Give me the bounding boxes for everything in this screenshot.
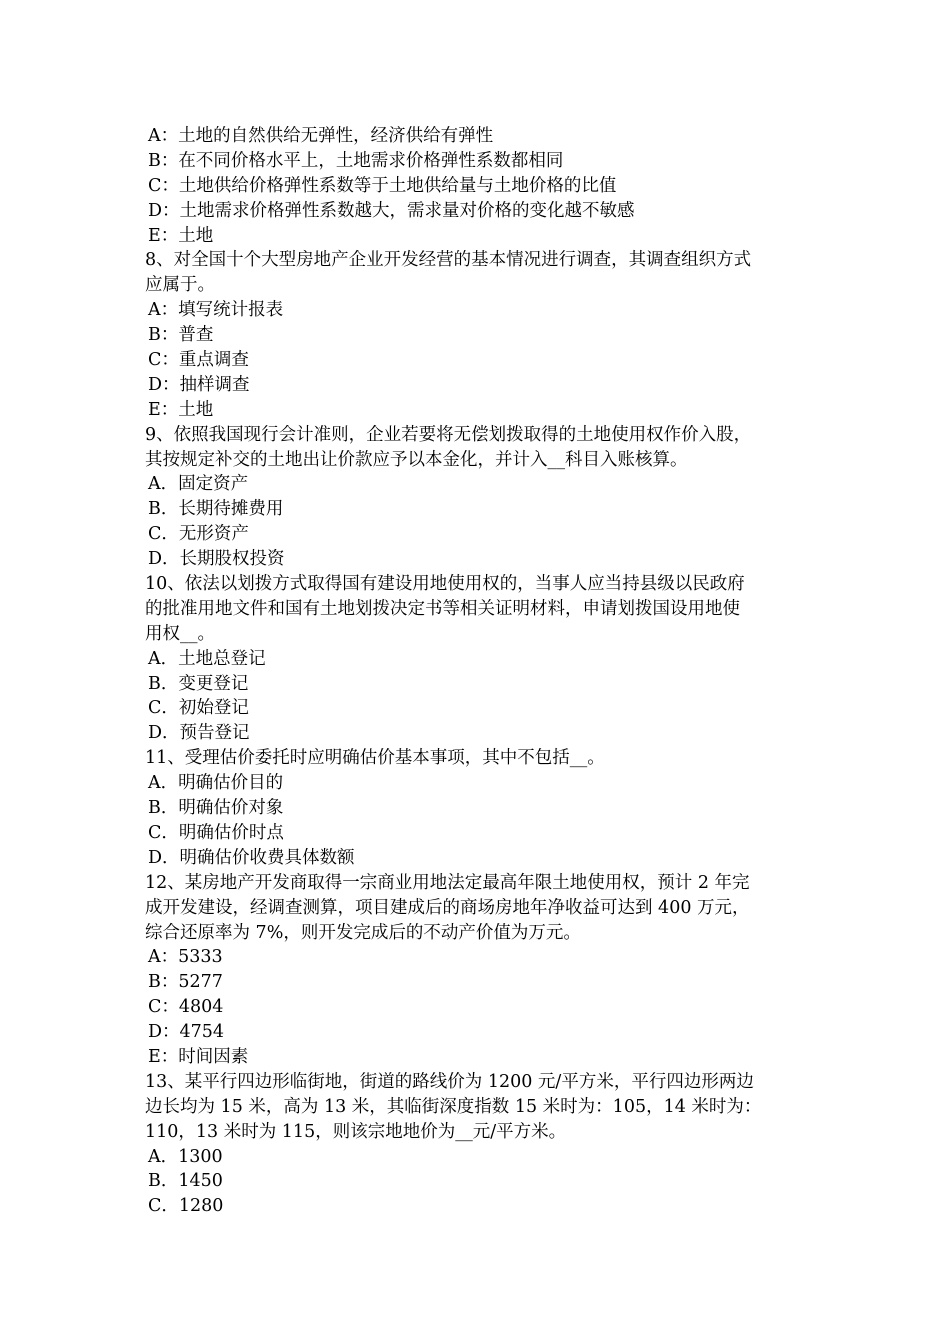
answer-option: A．1300 bbox=[148, 1146, 223, 1167]
question-text: 110，13 米时为 115，则该宗地地价为__元/平方米。 bbox=[145, 1121, 567, 1142]
answer-option: C：重点调查 bbox=[148, 350, 249, 371]
question-text: 12、某房地产开发商取得一宗商业用地法定最高年限土地使用权，预计 2 年完 bbox=[145, 872, 750, 893]
answer-option: C：4804 bbox=[148, 997, 224, 1018]
answer-option: C．无形资产 bbox=[148, 524, 249, 545]
answer-option: C．明确估价时点 bbox=[148, 822, 284, 843]
question-text: 其按规定补交的土地出让价款应予以本金化，并计入__科目入账核算。 bbox=[145, 449, 688, 470]
answer-option: A．明确估价目的 bbox=[148, 773, 284, 794]
answer-option: C．1280 bbox=[148, 1196, 224, 1217]
answer-option: B：普查 bbox=[148, 325, 214, 346]
answer-option: A：填写统计报表 bbox=[148, 300, 284, 321]
answer-option: B．1450 bbox=[148, 1171, 223, 1192]
answer-option: A．固定资产 bbox=[148, 474, 249, 495]
answer-option: D．明确估价收费具体数额 bbox=[148, 847, 355, 868]
answer-option: B．变更登记 bbox=[148, 673, 249, 694]
answer-option: D．长期股权投资 bbox=[148, 549, 285, 570]
answer-option: D：土地需求价格弹性系数越大，需求量对价格的变化越不敏感 bbox=[148, 200, 635, 221]
question-text: 8、对全国十个大型房地产企业开发经营的基本情况进行调查，其调查组织方式 bbox=[145, 250, 752, 271]
answer-option: B：在不同价格水平上，土地需求价格弹性系数都相同 bbox=[148, 150, 564, 171]
answer-option: A．土地总登记 bbox=[148, 648, 266, 669]
answer-option: B：5277 bbox=[148, 972, 223, 993]
answer-option: E：土地 bbox=[148, 399, 214, 420]
question-text: 13、某平行四边形临街地，街道的路线价为 1200 元/平方米，平行四边形两边 bbox=[145, 1071, 754, 1092]
answer-option: B．长期待摊费用 bbox=[148, 499, 284, 520]
question-text: 应属于。 bbox=[145, 275, 215, 296]
question-text: 成开发建设，经调查测算，项目建成后的商场房地年净收益可达到 400 万元， bbox=[145, 897, 750, 918]
answer-option: C：土地供给价格弹性系数等于土地供给量与土地价格的比值 bbox=[148, 175, 617, 196]
answer-option: D：抽样调查 bbox=[148, 374, 250, 395]
question-text: 11、受理估价委托时应明确估价基本事项，其中不包括__。 bbox=[145, 748, 605, 769]
question-text: 9、依照我国现行会计准则，企业若要将无偿划拨取得的土地使用权作价入股， bbox=[145, 424, 752, 445]
answer-option: C．初始登记 bbox=[148, 698, 249, 719]
answer-option: D．预告登记 bbox=[148, 723, 250, 744]
document-page bbox=[145, 124, 810, 1219]
question-text: 10、依法以划拨方式取得国有建设用地使用权的，当事人应当持县级以民政府 bbox=[145, 574, 745, 595]
answer-option: E：土地 bbox=[148, 225, 214, 246]
answer-option: A：5333 bbox=[148, 947, 223, 968]
answer-option: B．明确估价对象 bbox=[148, 798, 284, 819]
question-text: 的批准用地文件和国有土地划拨决定书等相关证明材料，申请划拨国设用地使 bbox=[145, 598, 740, 619]
question-text: 边长均为 15 米，高为 13 米，其临街深度指数 15 米时为：105，14 米时为： bbox=[145, 1096, 762, 1117]
answer-option: A：土地的自然供给无弹性，经济供给有弹性 bbox=[148, 126, 494, 146]
answer-option: E：时间因素 bbox=[148, 1046, 249, 1067]
question-text: 综合还原率为 7%，则开发完成后的不动产价值为万元。 bbox=[145, 922, 581, 943]
answer-option: D：4754 bbox=[148, 1022, 225, 1043]
question-text: 用权__。 bbox=[145, 623, 215, 644]
